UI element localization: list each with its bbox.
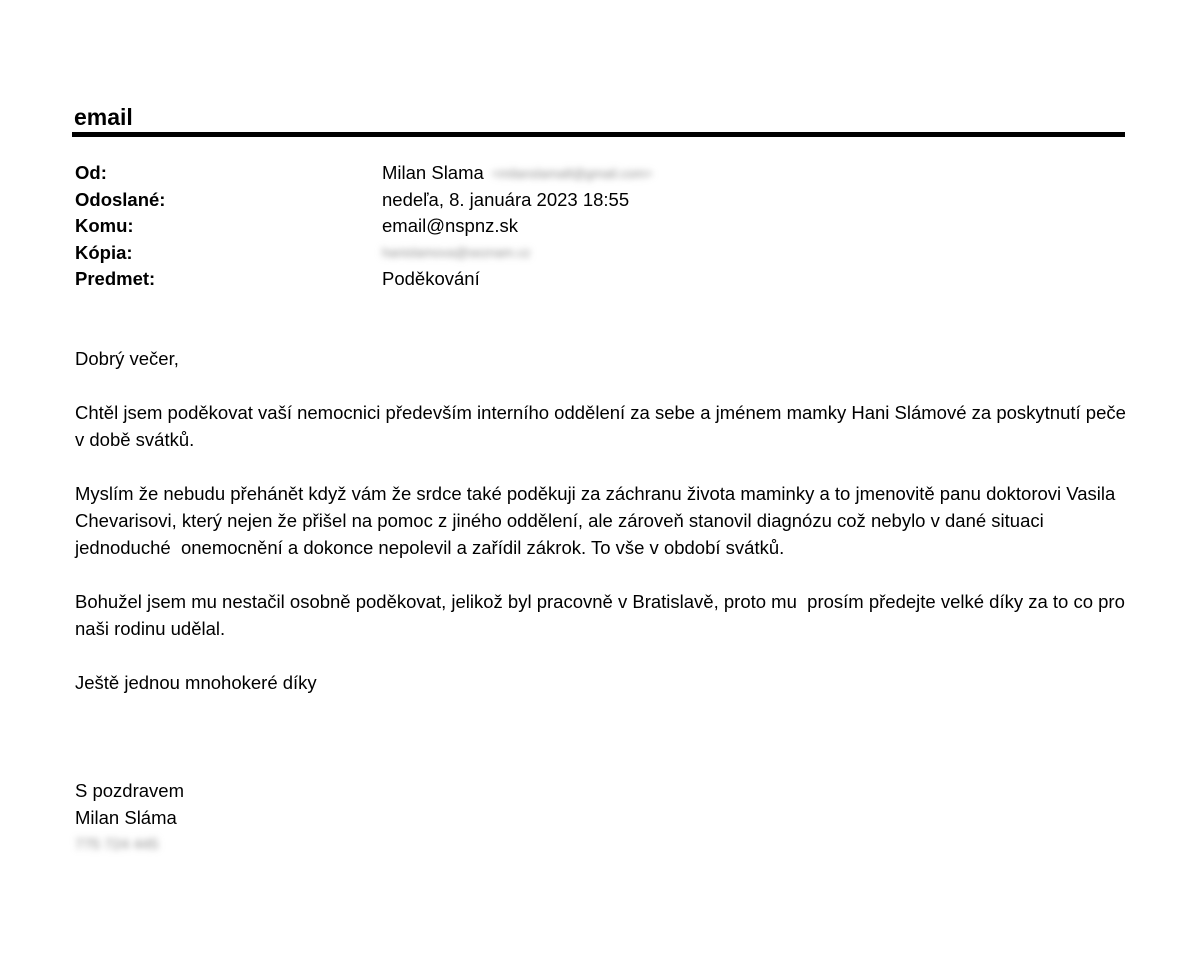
email-body: [75, 345, 1135, 696]
header-row-cc: [75, 240, 1125, 267]
body-paragraph-2: Myslím že nebudu přehánět když vám že srdce také poděkuji za záchranu života maminky a to jmenovitě panu doktorovi Vasila Chevarisovi, který nejen že přišel na pomoc z jiného oddělení, ale zároveň stanovil diagnózu což nebylo v dané situaci jednoduché onemocnění a dokonce nepolevil a zařídil zákrok. To vše v období svátků.: [75, 483, 1121, 558]
signature-closing: S pozdravem: [75, 780, 184, 801]
body-paragraph-3: Bohužel jsem mu nestačil osobně poděkovat, jelikož byl pracovně v Bratislavě, proto mu prosím předejte velké díky za to co pro naši rodinu udělal.: [75, 591, 1131, 639]
email-headers: [75, 160, 1125, 293]
header-row-from: [75, 160, 1125, 187]
header-row-subject: [75, 266, 1125, 293]
header-row-to: [75, 213, 1125, 240]
sender-email-redacted: <milanslama8@gmail.com>: [491, 165, 653, 181]
to-label: Komu:: [75, 215, 134, 236]
subject-label: Predmet:: [75, 268, 156, 289]
signature-block: [75, 777, 184, 858]
title-divider: [72, 132, 1125, 137]
sender-name: Milan Slama: [382, 162, 484, 183]
sent-value: nedeľa, 8. januára 2023 18:55: [382, 188, 630, 210]
to-value: email@nspnz.sk: [382, 215, 518, 236]
cc-label: Kópia:: [75, 241, 133, 263]
from-label: Od:: [75, 162, 107, 183]
body-paragraph-1: Chtěl jsem poděkovat vaší nemocnici především interního oddělení za sebe a jménem mamky Hani Slámové za poskytnutí peče v době svátků.: [75, 402, 1132, 450]
signature-name: Milan Sláma: [75, 807, 177, 828]
sent-label: Odoslané:: [75, 188, 166, 210]
from-value: [382, 160, 652, 187]
header-row-sent: [75, 187, 1125, 214]
body-paragraph-4: Ještě jednou mnohokeré díky: [75, 672, 317, 693]
document-title: email: [74, 104, 133, 130]
cc-email-redacted: hanislamova@seznam.cz: [382, 245, 531, 261]
signature-phone-redacted: 775 724 445: [75, 836, 159, 853]
greeting: Dobrý večer,: [75, 348, 179, 369]
cc-value: [382, 240, 530, 267]
subject-value: Poděkování: [382, 268, 480, 289]
